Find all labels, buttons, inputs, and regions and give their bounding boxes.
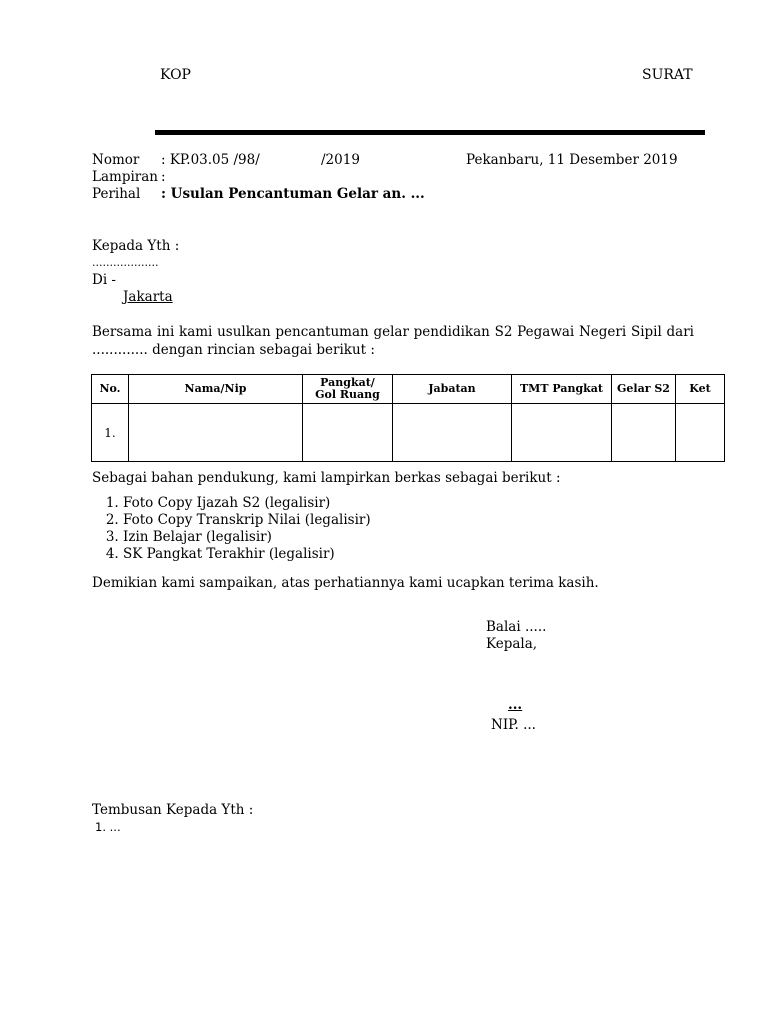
nomor-year: /2019 [321,152,360,168]
signature-name: ... [508,697,523,713]
th-pangkat-line1: Pangkat/ [320,376,375,389]
supporting-intro: Sebagai bahan pendukung, kami lampirkan berkas sebagai berikut : [92,470,561,486]
list-item: 3. Izin Belajar (legalisir) [123,529,371,546]
letterhead-right: SURAT [642,67,693,83]
recipient-di: Di - [92,272,116,288]
th-tmt: TMT Pangkat [512,375,612,404]
place-date: Pekanbaru, 11 Desember 2019 [466,152,678,168]
table-row [92,404,725,462]
th-gelar: Gelar S2 [612,375,676,404]
cc-label: Tembusan Kepada Yth : [92,802,254,818]
table-header-row [92,375,725,404]
letterhead-rule [155,130,705,135]
lampiran-value: : [161,169,166,185]
th-no: No. [92,375,129,404]
cc-item: 1. ... [95,820,121,834]
attachment-list [92,495,371,563]
nomor-label: Nomor [92,152,140,168]
signature-unit: Balai ..... [486,619,547,635]
usulan-table [91,374,725,462]
body-paragraph: Bersama ini kami usulkan pencantuman gelar pendidikan S2 Pegawai Negeri Sipil dari ............. dengan rincian sebagai berikut : [92,324,694,358]
cell-nama [129,404,303,462]
th-pangkat [303,375,393,404]
perihal-value: : Usulan Pencantuman Gelar an. ... [161,186,425,202]
list-item: 1. Foto Copy Ijazah S2 (legalisir) [123,495,371,512]
recipient-greeting: Kepada Yth : [92,238,180,254]
cell-pangkat [303,404,393,462]
th-jabatan: Jabatan [393,375,512,404]
recipient-name: ................... [92,256,159,269]
signature-nip: NIP. ... [491,717,536,733]
list-item: 4. SK Pangkat Terakhir (legalisir) [123,546,371,563]
cell-gelar [612,404,676,462]
th-nama: Nama/Nip [129,375,303,404]
th-ket: Ket [676,375,725,404]
cell-no: 1. [92,404,129,462]
letterhead-left: KOP [160,67,191,83]
cell-tmt [512,404,612,462]
nomor-value: : KP.03.05 /98/ [161,152,260,168]
cell-ket [676,404,725,462]
closing-sentence: Demikian kami sampaikan, atas perhatiannya kami ucapkan terima kasih. [92,575,599,591]
th-pangkat-line2: Gol Ruang [315,388,380,401]
perihal-label: Perihal [92,186,141,202]
cell-jabatan [393,404,512,462]
recipient-city: Jakarta [123,289,173,305]
lampiran-label: Lampiran [92,169,158,185]
signature-title: Kepala, [486,636,538,652]
list-item: 2. Foto Copy Transkrip Nilai (legalisir) [123,512,371,529]
